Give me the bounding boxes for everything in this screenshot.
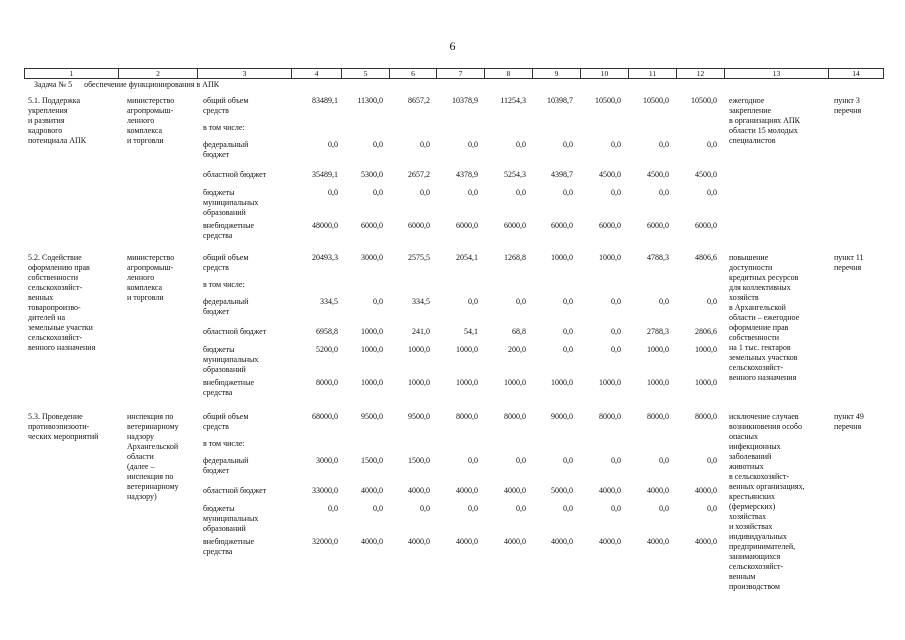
funding-value: 1000,0	[695, 378, 717, 387]
funding-value: 6000,0	[647, 221, 669, 230]
funding-value: 0,0	[420, 188, 430, 197]
section-title: 5.2. Содействие оформлению прав собственности сельскохозяйст- венных товаропроизво- дителей на земельные участки сельскохозяйст- венного назначения	[28, 253, 96, 352]
section-result: исключение случаев возникновения особо опасных инфекционных заболеваний животных в сельскохозяйст- венных организациях, крестьянских (фермерских) хозяйствах и хозяйствах индивидуальных предпринимателей, занимающихся сельскохозяйст- венным производством	[729, 412, 805, 591]
funding-value: 0,0	[611, 140, 621, 149]
funding-value: 1500,0	[408, 456, 430, 465]
funding-value: 20493,3	[312, 253, 338, 262]
funding-value: 4806,6	[695, 253, 717, 262]
funding-value: 0,0	[659, 140, 669, 149]
column-number-row	[25, 69, 884, 79]
funding-value: 0,0	[420, 140, 430, 149]
funding-value: 0,0	[373, 140, 383, 149]
funding-value: 4000,0	[408, 537, 430, 546]
funding-value: 33000,0	[312, 486, 338, 495]
funding-value: 68,8	[512, 327, 526, 336]
section-executor: министерство агропромыш- ленного комплекса и торговли	[127, 253, 175, 302]
funding-value: 8000,0	[695, 412, 717, 421]
funding-value: 4000,0	[504, 537, 526, 546]
funding-row-label: бюджеты муниципальных образований	[203, 345, 259, 374]
funding-value: 0,0	[468, 297, 478, 306]
funding-value: 1000,0	[647, 378, 669, 387]
funding-row-label: областной бюджет	[203, 327, 267, 336]
funding-value: 0,0	[516, 188, 526, 197]
column-number: 2	[119, 69, 198, 79]
funding-value: 4000,0	[408, 486, 430, 495]
funding-value: 2806,6	[695, 327, 717, 336]
funding-value: 5000,0	[551, 486, 573, 495]
funding-value: 10500,0	[691, 96, 717, 105]
funding-row-label: общий объем средств	[203, 253, 249, 272]
funding-value: 0,0	[420, 504, 430, 513]
funding-value: 1000,0	[408, 345, 430, 354]
funding-row-label: бюджеты муниципальных образований	[203, 188, 259, 217]
funding-value: 10500,0	[643, 96, 669, 105]
funding-value: 334,5	[412, 297, 430, 306]
section-title: 5.1. Поддержка укрепления и развития кадрового потенциала АПК	[28, 96, 87, 145]
funding-value: 54,1	[464, 327, 478, 336]
funding-value: 8000,0	[647, 412, 669, 421]
section-reference: пункт 3 перечня	[834, 96, 862, 115]
column-number: 9	[533, 69, 581, 79]
column-number: 10	[581, 69, 629, 79]
funding-value: 0,0	[611, 504, 621, 513]
funding-row-label: общий объем средств	[203, 412, 249, 431]
funding-row-label: федеральный бюджет	[203, 140, 249, 159]
funding-value: 241,0	[412, 327, 430, 336]
funding-value: 8000,0	[316, 378, 338, 387]
funding-value: 334,5	[320, 297, 338, 306]
funding-value: 4500,0	[599, 170, 621, 179]
funding-value: 1000,0	[647, 345, 669, 354]
funding-value: 0,0	[659, 456, 669, 465]
funding-value: 0,0	[373, 188, 383, 197]
funding-row-label: внебюджетные средства	[203, 537, 254, 556]
funding-value: 4000,0	[456, 486, 478, 495]
funding-value: 6000,0	[456, 221, 478, 230]
funding-value: 0,0	[468, 140, 478, 149]
funding-value: 4500,0	[695, 170, 717, 179]
funding-value: 1000,0	[504, 378, 526, 387]
funding-value: 0,0	[563, 456, 573, 465]
funding-value: 4000,0	[504, 486, 526, 495]
funding-value: 0,0	[707, 297, 717, 306]
column-number: 8	[485, 69, 533, 79]
funding-value: 4000,0	[599, 537, 621, 546]
funding-row-label: внебюджетные средства	[203, 221, 254, 240]
funding-value: 0,0	[563, 345, 573, 354]
funding-value: 1500,0	[361, 456, 383, 465]
funding-value: 2054,1	[456, 253, 478, 262]
task-line	[34, 80, 231, 90]
section-executor: инспекция по ветеринарному надзору Архангельской области (далее – инспекция по ветеринарному надзору)	[127, 412, 179, 501]
funding-value: 1000,0	[361, 378, 383, 387]
funding-value: 4788,3	[647, 253, 669, 262]
funding-value: 0,0	[516, 456, 526, 465]
funding-value: 4000,0	[599, 486, 621, 495]
funding-value: 0,0	[707, 188, 717, 197]
funding-value: 8000,0	[504, 412, 526, 421]
column-number: 4	[292, 69, 342, 79]
funding-value: 0,0	[516, 297, 526, 306]
funding-value: 0,0	[707, 456, 717, 465]
section-reference: пункт 11 перечня	[834, 253, 864, 272]
funding-value: 4398,7	[551, 170, 573, 179]
funding-value: 5300,0	[361, 170, 383, 179]
funding-row-label: федеральный бюджет	[203, 297, 249, 316]
funding-value: 0,0	[659, 188, 669, 197]
funding-value: 10378,9	[452, 96, 478, 105]
funding-row-label: в том числе:	[203, 439, 245, 448]
funding-value: 5200,0	[316, 345, 338, 354]
funding-value: 0,0	[659, 504, 669, 513]
funding-value: 4000,0	[695, 537, 717, 546]
funding-value: 3000,0	[361, 253, 383, 262]
funding-value: 32000,0	[312, 537, 338, 546]
column-header-table	[24, 68, 884, 79]
section-result: повышение доступности кредитных ресурсов для коллективных хозяйств в Архангельской области – ежегодное оформление прав собственности на 1 тыс. гектаров земельных участков сельскохозяйст- венного назначения	[729, 253, 800, 382]
funding-value: 1000,0	[361, 345, 383, 354]
funding-row-label: федеральный бюджет	[203, 456, 249, 475]
column-number: 5	[342, 69, 390, 79]
funding-value: 4000,0	[456, 537, 478, 546]
funding-value: 0,0	[563, 504, 573, 513]
funding-value: 8657,2	[408, 96, 430, 105]
funding-value: 11300,0	[357, 96, 383, 105]
task-text: обеспечение функционирования в АПК	[84, 80, 220, 89]
funding-row-label: внебюджетные средства	[203, 378, 254, 397]
task-label: Задача № 5	[34, 80, 73, 89]
funding-value: 68000,0	[312, 412, 338, 421]
funding-value: 48000,0	[312, 221, 338, 230]
page-number: 6	[449, 39, 456, 53]
funding-value: 0,0	[468, 504, 478, 513]
funding-value: 9500,0	[361, 412, 383, 421]
funding-value: 35489,1	[312, 170, 338, 179]
funding-value: 6000,0	[695, 221, 717, 230]
funding-row-label: областной бюджет	[203, 170, 267, 179]
column-number: 3	[198, 69, 292, 79]
funding-value: 0,0	[563, 327, 573, 336]
funding-value: 4500,0	[647, 170, 669, 179]
funding-value: 2575,5	[408, 253, 430, 262]
column-number: 6	[390, 69, 437, 79]
funding-value: 0,0	[707, 504, 717, 513]
funding-value: 11254,3	[500, 96, 526, 105]
funding-value: 0,0	[659, 297, 669, 306]
funding-value: 0,0	[563, 188, 573, 197]
funding-value: 0,0	[611, 297, 621, 306]
section-reference: пункт 49 перечня	[834, 412, 864, 431]
column-number: 7	[437, 69, 485, 79]
column-number: 12	[677, 69, 725, 79]
funding-value: 4000,0	[361, 537, 383, 546]
funding-value: 0,0	[328, 140, 338, 149]
funding-value: 0,0	[373, 297, 383, 306]
funding-value: 9000,0	[551, 412, 573, 421]
funding-value: 8000,0	[599, 412, 621, 421]
funding-value: 2657,2	[408, 170, 430, 179]
funding-value: 6000,0	[408, 221, 430, 230]
funding-value: 1000,0	[456, 345, 478, 354]
funding-value: 1000,0	[695, 345, 717, 354]
funding-value: 1000,0	[456, 378, 478, 387]
funding-value: 0,0	[707, 140, 717, 149]
funding-value: 1000,0	[408, 378, 430, 387]
funding-value: 9500,0	[408, 412, 430, 421]
funding-value: 0,0	[611, 188, 621, 197]
funding-value: 0,0	[373, 504, 383, 513]
section-executor: министерство агропромыш- ленного комплекса и торговли	[127, 96, 175, 145]
funding-value: 6000,0	[551, 221, 573, 230]
section-title: 5.3. Проведение противоэпизооти- ческих мероприятий	[28, 412, 99, 441]
funding-value: 6000,0	[361, 221, 383, 230]
column-number: 13	[725, 69, 829, 79]
funding-row-label: в том числе:	[203, 280, 245, 289]
funding-row-label: в том числе:	[203, 123, 245, 132]
funding-value: 4000,0	[361, 486, 383, 495]
funding-value: 0,0	[563, 297, 573, 306]
funding-value: 4000,0	[647, 486, 669, 495]
funding-value: 1000,0	[551, 378, 573, 387]
funding-value: 4000,0	[695, 486, 717, 495]
funding-row-label: областной бюджет	[203, 486, 267, 495]
funding-value: 1268,8	[504, 253, 526, 262]
funding-value: 1000,0	[551, 253, 573, 262]
funding-value: 0,0	[611, 327, 621, 336]
funding-value: 4378,9	[456, 170, 478, 179]
funding-value: 0,0	[611, 345, 621, 354]
funding-value: 0,0	[516, 140, 526, 149]
funding-row-label: общий объем средств	[203, 96, 249, 115]
funding-value: 6000,0	[599, 221, 621, 230]
funding-value: 200,0	[508, 345, 526, 354]
funding-value: 1000,0	[599, 378, 621, 387]
funding-value: 3000,0	[316, 456, 338, 465]
funding-value: 0,0	[468, 456, 478, 465]
funding-row-label: бюджеты муниципальных образований	[203, 504, 259, 533]
funding-value: 5254,3	[504, 170, 526, 179]
column-number: 14	[829, 69, 884, 79]
column-number: 11	[629, 69, 677, 79]
funding-value: 6000,0	[504, 221, 526, 230]
funding-value: 1000,0	[361, 327, 383, 336]
section-result: ежегодное закрепление в организациях АПК области 15 молодых специалистов	[729, 96, 801, 145]
funding-value: 83489,1	[312, 96, 338, 105]
funding-value: 0,0	[468, 188, 478, 197]
funding-value: 0,0	[328, 504, 338, 513]
funding-value: 10398,7	[547, 96, 573, 105]
funding-value: 4000,0	[647, 537, 669, 546]
funding-value: 0,0	[516, 504, 526, 513]
funding-value: 0,0	[611, 456, 621, 465]
funding-value: 0,0	[328, 188, 338, 197]
funding-value: 6958,8	[316, 327, 338, 336]
funding-value: 1000,0	[599, 253, 621, 262]
funding-value: 10500,0	[595, 96, 621, 105]
column-number: 1	[25, 69, 119, 79]
funding-value: 4000,0	[551, 537, 573, 546]
funding-value: 0,0	[563, 140, 573, 149]
funding-value: 2788,3	[647, 327, 669, 336]
funding-value: 8000,0	[456, 412, 478, 421]
